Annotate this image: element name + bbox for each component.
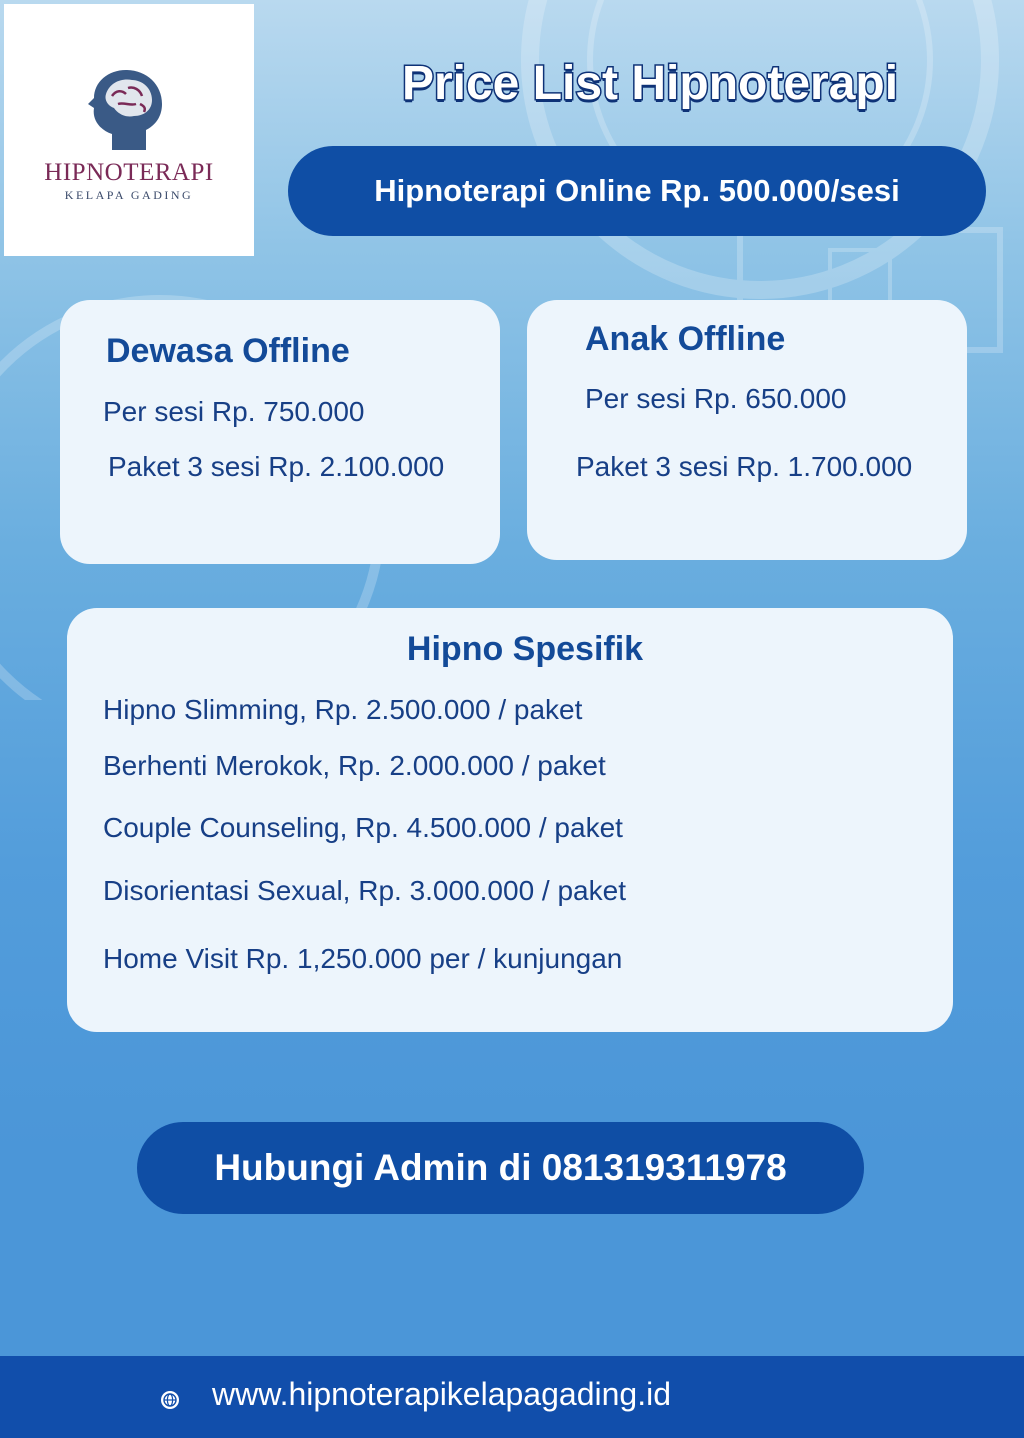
anak-offline-title: Anak Offline xyxy=(585,320,786,358)
page-title: Price List Hipnoterapi xyxy=(401,57,899,110)
list-item: Berhenti Merokok, Rp. 2.000.000 / paket xyxy=(103,750,606,781)
dewasa-paket: Paket 3 sesi Rp. 2.100.000 xyxy=(108,451,445,482)
online-price-banner: Hipnoterapi Online Rp. 500.000/sesi xyxy=(288,146,986,236)
logo xyxy=(4,4,254,256)
list-item: Disorientasi Sexual, Rp. 3.000.000 / paket xyxy=(103,875,626,906)
anak-offline-card xyxy=(527,300,967,560)
head-brain-icon xyxy=(82,64,172,154)
hipno-spesifik-title: Hipno Spesifik xyxy=(406,630,644,668)
list-item: Hipno Slimming, Rp. 2.500.000 / paket xyxy=(103,694,583,725)
logo-title: HIPNOTERAPI xyxy=(44,159,214,186)
dewasa-per-sesi: Per sesi Rp. 750.000 xyxy=(103,396,365,427)
logo-subtitle: KELAPA GADING xyxy=(64,188,194,202)
dewasa-offline-title: Dewasa Offline xyxy=(106,332,350,370)
list-item: Couple Counseling, Rp. 4.500.000 / paket xyxy=(103,812,623,843)
hipno-spesifik-card xyxy=(67,608,953,1032)
contact-admin-button[interactable]: Hubungi Admin di 081319311978 xyxy=(137,1122,864,1214)
globe-icon xyxy=(160,1390,180,1410)
footer xyxy=(0,1356,1024,1438)
anak-per-sesi: Per sesi Rp. 650.000 xyxy=(585,383,847,414)
dewasa-offline-card xyxy=(60,300,500,564)
anak-paket: Paket 3 sesi Rp. 1.700.000 xyxy=(576,451,913,482)
list-item: Home Visit Rp. 1,250.000 per / kunjungan xyxy=(103,943,623,974)
website-link[interactable]: www.hipnoterapikelapagading.id xyxy=(212,1376,671,1412)
